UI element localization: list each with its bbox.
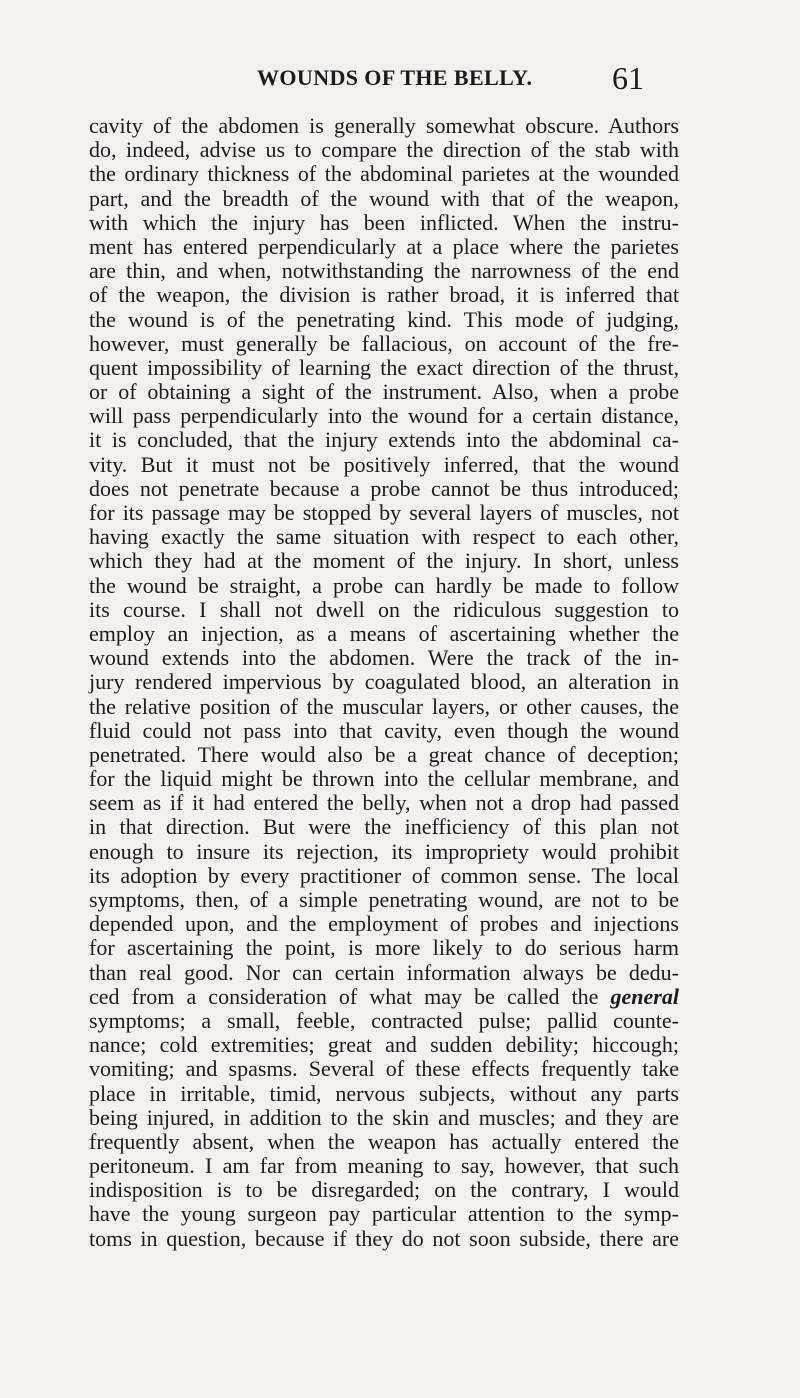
text-line: does not penetrate because a probe cannot be thus introduced; xyxy=(89,475,679,501)
text-line: having exactly the same situation with respect to each other, xyxy=(89,524,679,550)
text-line: symptoms, then, of a simple penetrating wound, are not to be xyxy=(89,887,679,912)
text-line: wound extends into the abdomen. Were the track of the in- xyxy=(89,645,679,671)
text-line: depended upon, and the employment of probes and injections xyxy=(89,911,679,937)
text-line: have the young surgeon pay particular attention to the symp- xyxy=(89,1201,679,1227)
text-line: toms in question, because if they do not soon subside, there are xyxy=(89,1225,679,1251)
text-line: enough to insure its rejection, its impropriety would prohibit xyxy=(89,838,679,864)
text-line: for the liquid might be thrown into the cellular membrane, and xyxy=(89,766,679,792)
text-line: vity. But it must not be positively inferred, that the wound xyxy=(89,451,679,477)
text-line: than real good. Nor can certain information always be dedu- xyxy=(89,959,679,985)
text-line: jury rendered impervious by coagulated blood, an alteration in xyxy=(89,669,679,695)
text-line: in that direction. But were the inefficiency of this plan not xyxy=(89,814,679,840)
text-line: the relative position of the muscular layers, or other causes, the xyxy=(89,693,679,719)
text-line: however, must generally be fallacious, on account of the fre- xyxy=(89,330,679,356)
text-line: the ordinary thickness of the abdominal parietes at the wounded xyxy=(89,161,679,187)
text-line: place in irritable, timid, nervous subjects, without any parts xyxy=(89,1080,679,1106)
text-line: it is concluded, that the injury extends into the abdominal ca- xyxy=(89,427,679,453)
text-line: are thin, and when, notwithstanding the narrowness of the end xyxy=(89,258,679,284)
text-line: do, indeed, advise us to compare the direction of the stab with xyxy=(89,137,679,163)
page-header xyxy=(0,62,800,102)
text-line: with which the injury has been inflicted. When the instru- xyxy=(89,209,679,235)
text-line: for ascertaining the point, is more likely to do serious harm xyxy=(89,935,679,961)
text-line: the wound is of the penetrating kind. This mode of judging, xyxy=(89,306,679,332)
text-line: or of obtaining a sight of the instrument. Also, when a probe xyxy=(89,379,679,405)
text-line: quent impossibility of learning the exact direction of the thrust, xyxy=(89,354,679,380)
italic-word: general xyxy=(610,983,679,1009)
text-line: part, and the breadth of the wound with that of the weapon, xyxy=(89,185,679,211)
text-line: will pass perpendicularly into the wound for a certain distance, xyxy=(89,403,679,429)
text-line: ment has entered perpendicularly at a place where the parietes xyxy=(89,233,679,259)
page-number: 61 xyxy=(612,60,644,96)
running-title: WOUNDS OF THE BELLY. xyxy=(257,65,533,90)
text-line: symptoms; a small, feeble, contracted pulse; pallid counte- xyxy=(89,1007,679,1033)
text-line: which they had at the moment of the injury. In short, unless xyxy=(89,548,679,574)
text-line-with-italic xyxy=(89,985,679,1009)
text-line: fluid could not pass into that cavity, even though the wound xyxy=(89,717,679,743)
text-segment: ced from a consideration of what may be called the xyxy=(89,983,611,1009)
text-line: cavity of the abdomen is generally somewhat obscure. Authors xyxy=(89,113,679,138)
text-line: penetrated. There would also be a great chance of deception; xyxy=(89,741,679,767)
text-line: employ an injection, as a means of ascertaining whether the xyxy=(89,620,679,646)
text-line: frequently absent, when the weapon has actually entered the xyxy=(89,1128,679,1154)
text-line: of the weapon, the division is rather broad, it is inferred that xyxy=(89,282,679,308)
text-line: the wound be straight, a probe can hardly be made to follow xyxy=(89,572,679,598)
text-line: seem as if it had entered the belly, when not a drop had passed xyxy=(89,790,679,816)
text-line: vomiting; and spasms. Several of these effects frequently take xyxy=(89,1056,679,1082)
text-line: its course. I shall not dwell on the ridiculous suggestion to xyxy=(89,596,679,622)
text-line: being injured, in addition to the skin and muscles; and they are xyxy=(89,1104,679,1130)
text-line: nance; cold extremities; great and sudden debility; hiccough; xyxy=(89,1032,679,1058)
text-line: for its passage may be stopped by several layers of muscles, not xyxy=(89,500,679,525)
text-line: peritoneum. I am far from meaning to say, however, that such xyxy=(89,1153,679,1179)
text-line: its adoption by every practitioner of common sense. The local xyxy=(89,862,679,888)
body-text xyxy=(89,114,679,1251)
text-line: indisposition is to be disregarded; on the contrary, I would xyxy=(89,1177,679,1203)
